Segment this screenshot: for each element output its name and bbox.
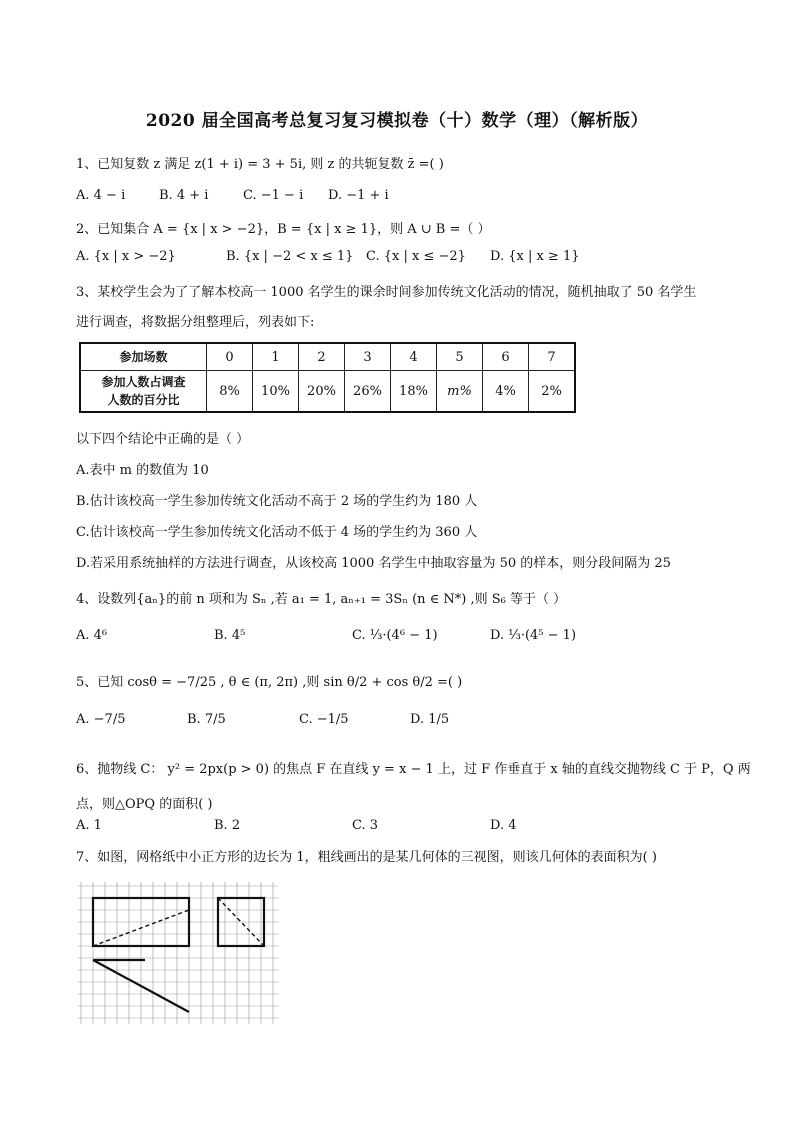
q1-option-d: D. −1 + i [328, 188, 389, 203]
table-value-6: 4% [483, 371, 529, 413]
table-col-2: 2 [299, 343, 345, 371]
q6-option-c: C. 3 [352, 818, 379, 833]
q5-option-a: A. −7/5 [76, 712, 126, 727]
question-3-stem-line-2: 进行调查，将数据分组整理后，列表如下: [76, 315, 315, 330]
question-3-prompt: 以下四个结论中正确的是（ ） [76, 432, 250, 447]
table-value-7: 2% [529, 371, 576, 413]
q6-option-b: B. 2 [214, 818, 241, 833]
table-header-label: 参加场数 [80, 343, 207, 371]
table-col-6: 6 [483, 343, 529, 371]
q5-option-c: C. −1/5 [299, 712, 349, 727]
q4-option-a: A. 4⁶ [76, 628, 108, 643]
table-value-4: 18% [391, 371, 437, 413]
q6-option-d: D. 4 [490, 818, 517, 833]
table-col-4: 4 [391, 343, 437, 371]
row-label-line-2: 人数的百分比 [107, 393, 180, 407]
table-col-3: 3 [345, 343, 391, 371]
q2-option-c: C. {x | x ≤ −2} [366, 249, 466, 264]
table-col-0: 0 [207, 343, 253, 371]
question-2-stem: 2、已知集合 A = {x | x > −2}，B = {x | x ≥ 1}，则 A ∪ B =（ ） [76, 222, 491, 237]
grid-lines [78, 882, 278, 1024]
q2-option-a: A. {x | x > −2} [76, 249, 176, 264]
q6-option-a: A. 1 [76, 818, 102, 833]
q4-option-c: C. ⅓·(4⁶ − 1) [352, 628, 438, 643]
q3-option-a: A.表中 m 的数值为 10 [76, 463, 209, 478]
question-6-stem-line-2: 点，则△OPQ 的面积( ) [76, 797, 213, 812]
q4-option-d: D. ⅓·(4⁵ − 1) [490, 628, 577, 643]
q4-option-b: B. 4⁵ [214, 628, 246, 643]
table-value-5: m% [437, 371, 483, 413]
table-value-0: 8% [207, 371, 253, 413]
q3-option-c: C.估计该校高一学生参加传统文化活动不低于 4 场的学生约为 360 人 [76, 525, 478, 540]
table-col-1: 1 [253, 343, 299, 371]
table-row-label [80, 371, 207, 413]
table-col-7: 7 [529, 343, 576, 371]
table-col-5: 5 [437, 343, 483, 371]
q1-option-a: A. 4 − i [76, 188, 126, 203]
question-3-stem-line-1: 3、某校学生会为了了解本校高一 1000 名学生的课余时间参加传统文化活动的情况，随机抽取了 50 名学生 [76, 285, 697, 300]
q1-option-c: C. −1 − i [243, 188, 304, 203]
three-view-grid-figure [78, 878, 288, 1028]
question-6-stem-line-1: 6、抛物线 C： y² = 2px(p > 0) 的焦点 F 在直线 y = x − 1 上，过 F 作垂直于 x 轴的直线交抛物线 C 于 P，Q 两 [76, 762, 751, 777]
q5-option-d: D. 1/5 [410, 712, 450, 727]
row-label-line-1: 参加人数占调查 [101, 375, 186, 389]
survey-table [79, 342, 576, 413]
table-value-2: 20% [299, 371, 345, 413]
q1-option-b: B. 4 + i [159, 188, 209, 203]
q3-option-d: D.若采用系统抽样的方法进行调查，从该校高 1000 名学生中抽取容量为 50 的样本，则分段间隔为 25 [76, 556, 671, 571]
q3-option-b: B.估计该校高一学生参加传统文化活动不高于 2 场的学生约为 180 人 [76, 494, 478, 509]
q2-option-d: D. {x | x ≥ 1} [490, 249, 580, 264]
q5-option-b: B. 7/5 [187, 712, 226, 727]
question-1-stem: 1、已知复数 z 满足 z(1 + i) = 3 + 5i, 则 z 的共轭复数 z̄ =( ) [76, 157, 444, 172]
exam-title: 2020 届全国高考总复习复习模拟卷（十）数学（理）（解析版） [145, 111, 649, 131]
table-value-1: 10% [253, 371, 299, 413]
question-7-stem: 7、如图，网格纸中小正方形的边长为 1，粗线画出的是某几何体的三视图，则该几何体的表面积为( ) [76, 850, 657, 865]
table-value-3: 26% [345, 371, 391, 413]
table-value-row [80, 371, 575, 413]
table-header-row [80, 343, 575, 371]
question-5-stem: 5、已知 cosθ = −7/25 , θ ∈ (π, 2π) ,则 sin θ/2 + cos θ/2 =( ) [76, 675, 463, 690]
q2-option-b: B. {x | −2 < x ≤ 1} [226, 249, 354, 264]
question-4-stem: 4、设数列{aₙ}的前 n 项和为 Sₙ ,若 a₁ = 1, aₙ₊₁ = 3Sₙ (n ∈ N*) ,则 S₆ 等于（ ） [76, 592, 567, 607]
